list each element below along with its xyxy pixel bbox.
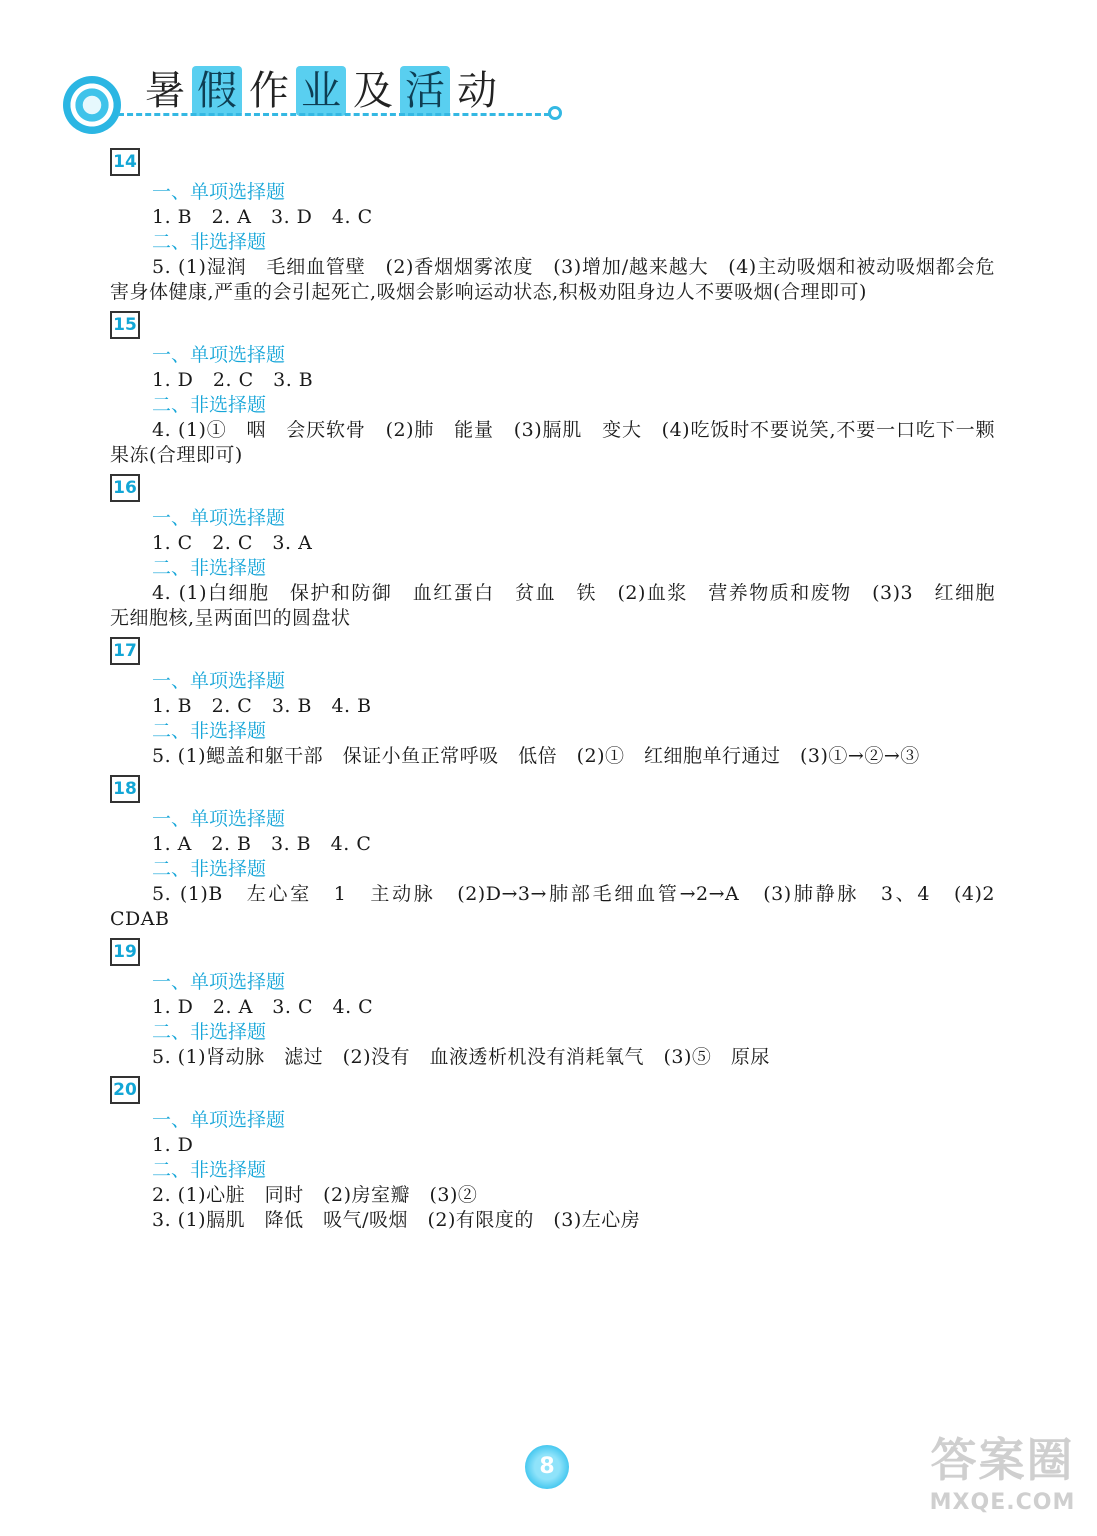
single-choice-answers: 1. B 2. A 3. D 4. C [152,206,373,228]
category-single-choice: 一、单项选择题 [152,181,286,203]
single-choice-answers: 1. D 2. A 3. C 4. C [152,996,374,1018]
non-choice-answer: 3. (1)膈肌 降低 吸气/吸烟 (2)有限度的 (3)左心房 [152,1209,641,1231]
category-non-choice: 二、非选择题 [152,720,267,742]
single-choice-answers: 1. D 2. C 3. B [152,369,314,391]
category-non-choice: 二、非选择题 [152,557,267,579]
category-non-choice: 二、非选择题 [152,1159,267,1181]
category-single-choice: 一、单项选择题 [152,1109,286,1131]
title-char: 暑 [145,68,185,114]
single-choice-answers: 1. D [152,1134,194,1156]
single-choice-answers: 1. A 2. B 3. B 4. C [152,833,372,855]
title-char: 活 [400,66,450,116]
category-single-choice: 一、单项选择题 [152,670,286,692]
section-number: 17 [110,637,140,665]
section-number: 16 [110,474,140,502]
section-number: 20 [110,1076,140,1104]
non-choice-answer: 4. (1)白细胞 保护和防御 血红蛋白 贫血 铁 (2)血浆 营养物质和废物 (3)3 红细胞 无细胞核,呈两面凹的圆盘状 [110,582,1015,629]
title-char: 及 [353,68,393,114]
section-18 [110,773,1015,932]
category-non-choice: 二、非选择题 [152,1021,267,1043]
answer-content [110,146,1015,1237]
header-dashed-divider [118,113,550,116]
title-char: 动 [457,68,497,114]
non-choice-answer: 5. (1)鳃盖和躯干部 保证小鱼正常呼吸 低倍 (2)① 红细胞单行通过 (3)①→②→③ [152,745,920,767]
page-number-badge: 8 [525,1445,569,1489]
header-ring-icon [63,76,121,134]
watermark-text: 答案圈 [930,1433,1075,1487]
page-header [0,0,1097,140]
section-19 [110,936,995,1070]
watermark-url: MXQE.COM [929,1490,1076,1515]
category-single-choice: 一、单项选择题 [152,507,286,529]
watermark-logo [915,1432,1090,1528]
header-title [140,66,502,116]
title-char: 假 [192,66,242,116]
section-16 [110,472,1015,631]
section-number: 19 [110,938,140,966]
non-choice-answer: 5. (1)肾动脉 滤过 (2)没有 血液透析机没有消耗氧气 (3)⑤ 原尿 [152,1046,770,1068]
single-choice-answers: 1. B 2. C 3. B 4. B [152,695,372,717]
section-14 [110,146,995,305]
section-15 [110,309,995,468]
single-choice-answers: 1. C 2. C 3. A [152,532,313,554]
section-20 [110,1074,995,1233]
category-single-choice: 一、单项选择题 [152,971,286,993]
non-choice-answer: 4. (1)① 咽 会厌软骨 (2)肺 能量 (3)膈肌 变大 (4)吃饭时不要说笑,不要一口吃下一颗果冻(合理即可) [110,419,995,466]
section-number: 15 [110,311,140,339]
non-choice-answer: 5. (1)B 左心室 1 主动脉 (2)D→3→肺部毛细血管→2→A (3)肺静脉 3、4 (4)2 CDAB [110,883,1015,930]
title-char: 业 [296,66,346,116]
section-number: 18 [110,775,140,803]
category-non-choice: 二、非选择题 [152,231,267,253]
title-char: 作 [249,68,289,114]
non-choice-answer: 2. (1)心脏 同时 (2)房室瓣 (3)② [152,1184,478,1206]
category-single-choice: 一、单项选择题 [152,808,286,830]
category-single-choice: 一、单项选择题 [152,344,286,366]
header-divider-dot-icon [548,106,562,120]
category-non-choice: 二、非选择题 [152,858,267,880]
non-choice-answer: 5. (1)湿润 毛细血管壁 (2)香烟烟雾浓度 (3)增加/越来越大 (4)主动吸烟和被动吸烟都会危害身体健康,严重的会引起死亡,吸烟会影响运动状态,积极劝阻身边人不要吸烟(合理即可) [110,256,995,303]
category-non-choice: 二、非选择题 [152,394,267,416]
section-number: 14 [110,148,140,176]
section-17 [110,635,995,769]
